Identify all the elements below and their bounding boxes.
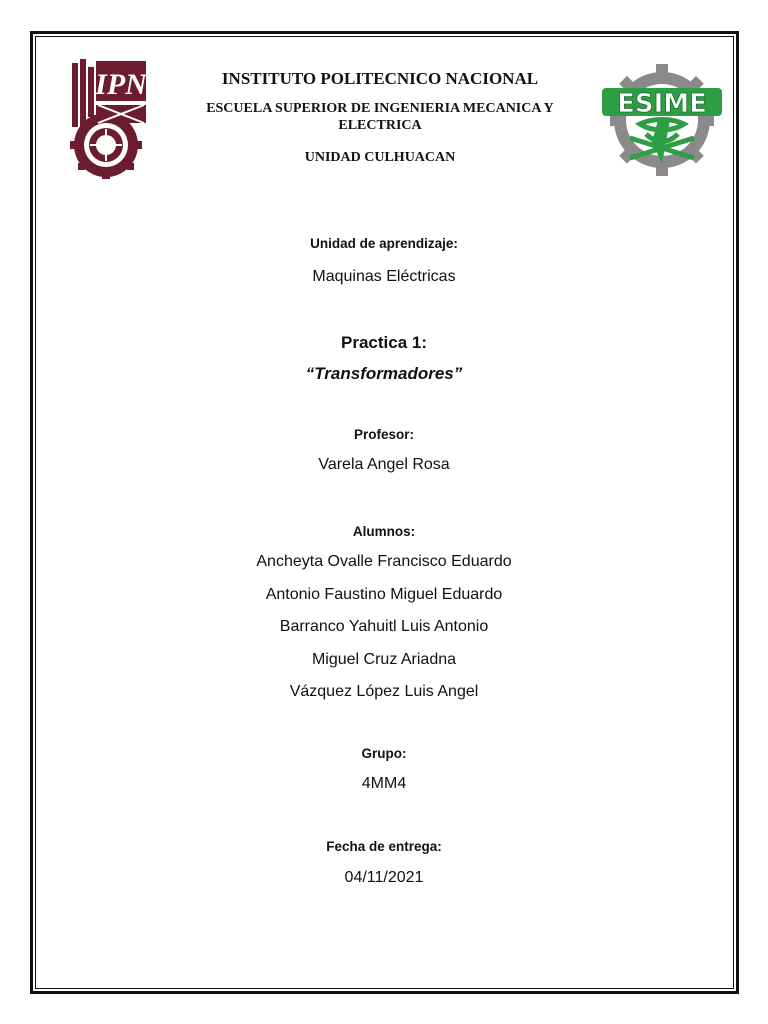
professor-label: Profesor: — [353, 427, 414, 442]
student-name: Vázquez López Luis Angel — [289, 683, 479, 700]
svg-text:IPN: IPN — [95, 68, 147, 101]
course-value: Maquinas Eléctricas — [312, 268, 456, 285]
institution-header — [175, 68, 585, 166]
practice-title: Practica 1: — [341, 333, 427, 352]
course-label: Unidad de aprendizaje: — [310, 236, 458, 251]
delivery-date-value: 04/11/2021 — [344, 869, 424, 886]
student-name: Antonio Faustino Miguel Eduardo — [265, 586, 503, 603]
school-name: ESCUELA SUPERIOR DE INGENIERIA MECANICA Y ELECTRICA — [206, 101, 554, 133]
group-label: Grupo: — [361, 746, 407, 761]
practice-topic: “Transformadores” — [305, 364, 463, 383]
student-name: Barranco Yahuitl Luis Antonio — [279, 618, 489, 635]
unit-name: UNIDAD CULHUACAN — [304, 150, 456, 165]
students-label: Alumnos: — [352, 524, 416, 539]
student-name: Ancheyta Ovalle Francisco Eduardo — [256, 553, 512, 570]
ipn-logo — [66, 57, 150, 181]
group-value: 4MM4 — [361, 775, 407, 792]
svg-text:ESIME: ESIME — [617, 89, 707, 119]
professor-name: Varela Angel Rosa — [318, 456, 450, 473]
esime-logo — [600, 62, 724, 176]
institute-name: INSTITUTO POLITECNICO NACIONAL — [221, 69, 539, 88]
delivery-date-label: Fecha de entrega: — [326, 839, 442, 854]
student-name: Miguel Cruz Ariadna — [311, 651, 457, 668]
